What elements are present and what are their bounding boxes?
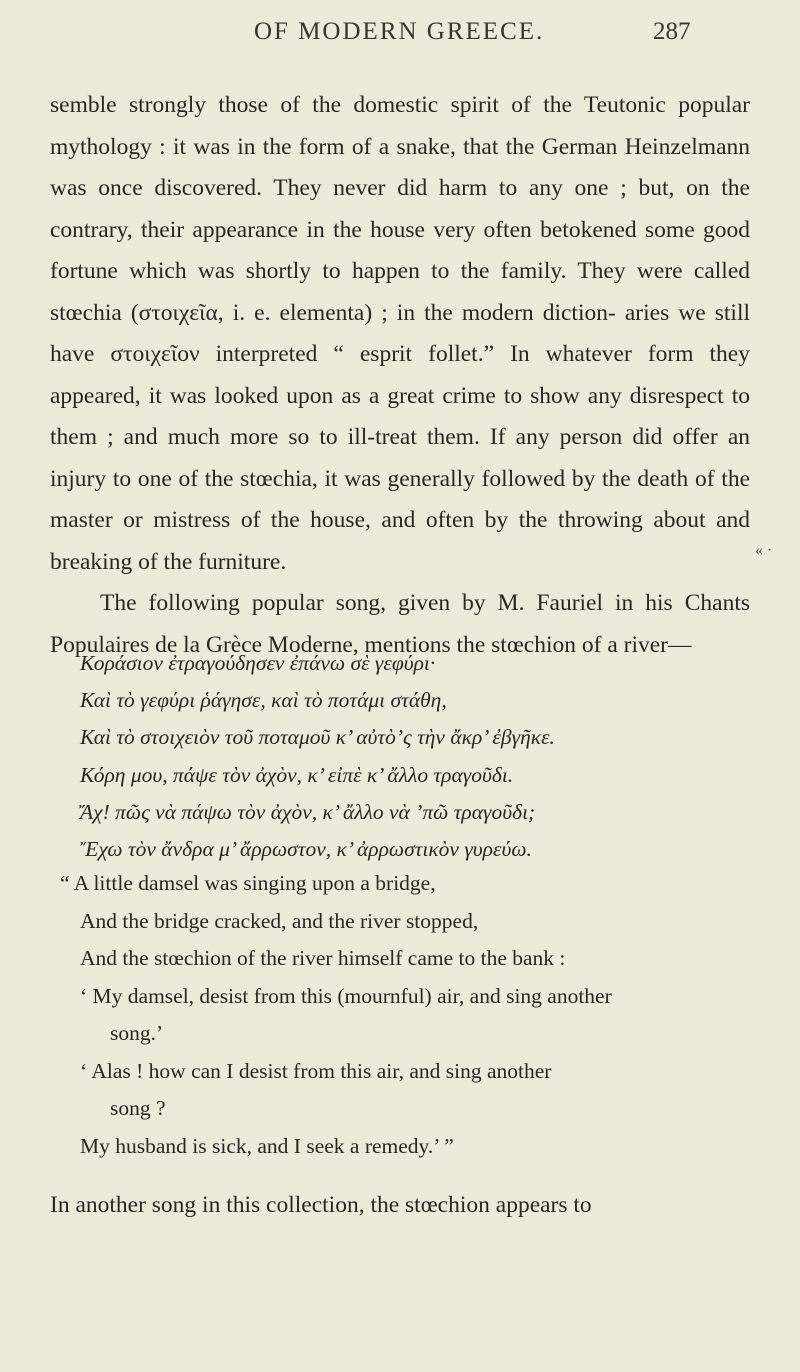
text-line: great crime to show any disrespect to them ; and much (50, 382, 751, 450)
translation-line: “ A little damsel was singing upon a bridge, (60, 871, 436, 895)
text-line: stœchion of a river— (491, 631, 692, 658)
greek-line: Καὶ τὸ γεφύρι ῥάγησε, καὶ τὸ ποτάμι στάθη, (80, 688, 447, 713)
text-line: Chants Populaires de la Grèce Moderne, mentions the (50, 590, 750, 658)
greek-line: Κοράσιον ἐτραγούδησεν ἐπάνω σὲ γεφύρι· (80, 651, 436, 675)
text-line: did harm to any one ; but, on the contrary, their appearance (50, 175, 750, 243)
text-line: in the house very often betokened some good fortune which (50, 216, 750, 284)
translation-line: And the stœchion of the river himself came to the bank : (80, 946, 566, 970)
page-header (0, 18, 800, 58)
translation-line: song.’ (110, 1021, 164, 1045)
text-line: of the master or mistress of the house, and often by the (50, 465, 750, 533)
page-number: 287 (653, 18, 691, 45)
translation-line: ‘ Alas ! how can I desist from this air, and sing another (80, 1058, 552, 1083)
translation-line: My husband is sick, and I seek a remedy.’ ” (80, 1133, 454, 1158)
greek-line: Ἄχ! πῶς νὰ πάψω τὸν ἀχὸν, κ’ ἄλλο νὰ ’πῶ τραγοῦδι; (80, 799, 536, 824)
verse-translation (50, 865, 770, 1165)
text-line: throwing about and breaking of the furniture. (50, 507, 751, 575)
greek-verse (80, 645, 760, 868)
body-text (50, 85, 750, 666)
text-line: aries we still have στοιχεῖον interpreted “ esprit follet.” (50, 299, 751, 367)
text-line: popular mythology : it was in the form of a snake, that the (50, 92, 750, 160)
text-line: The following popular song, given by M. Fauriel in his (100, 590, 685, 616)
greek-line: Ἔχω τὸν ἄνδρα μ’ ἄρρωστον, κ’ ἀρρωστικὸν γυρεύω. (80, 837, 532, 862)
greek-line: Καὶ τὸ στοιχειὸν τοῦ ποταμοῦ κ’ αὐτὸ’ς τὴν ἄκρ’ ἐβγῆκε. (80, 725, 555, 750)
margin-mark: « · (755, 542, 773, 559)
text-line: semble strongly those of the domestic spirit of the Teutonic (50, 92, 679, 118)
translation-line: ‘ My damsel, desist from this (mournful) air, and sing another (80, 983, 612, 1008)
translation-line: And the bridge cracked, and the river stopped, (80, 908, 479, 933)
final-line: In another song in this collection, the stœchion appears to (50, 1192, 592, 1218)
text-line: German Heinzelmann was once discovered. They never (50, 133, 750, 201)
greek-line: Κόρη μου, πάψε τὸν ἀχὸν, κ’ εἰπὲ κ’ ἄλλο τραγοῦδι. (80, 762, 514, 787)
running-head: OF MODERN GREECE. (254, 18, 545, 45)
translation-line: song ? (110, 1096, 166, 1120)
paragraph-1 (50, 85, 750, 583)
text-line: stœchia (στοιχεῖα, i. e. elementa) ; in the modern diction- (50, 299, 625, 326)
text-line: to one of the stœchia, it was generally followed by the death (112, 465, 696, 492)
text-line: was shortly to happen to the family. They were called (197, 258, 750, 284)
text-line: In whatever form they appeared, it was looked upon as a (50, 341, 750, 409)
text-line: more so to ill-treat them. If any person did offer an injury (50, 424, 750, 492)
